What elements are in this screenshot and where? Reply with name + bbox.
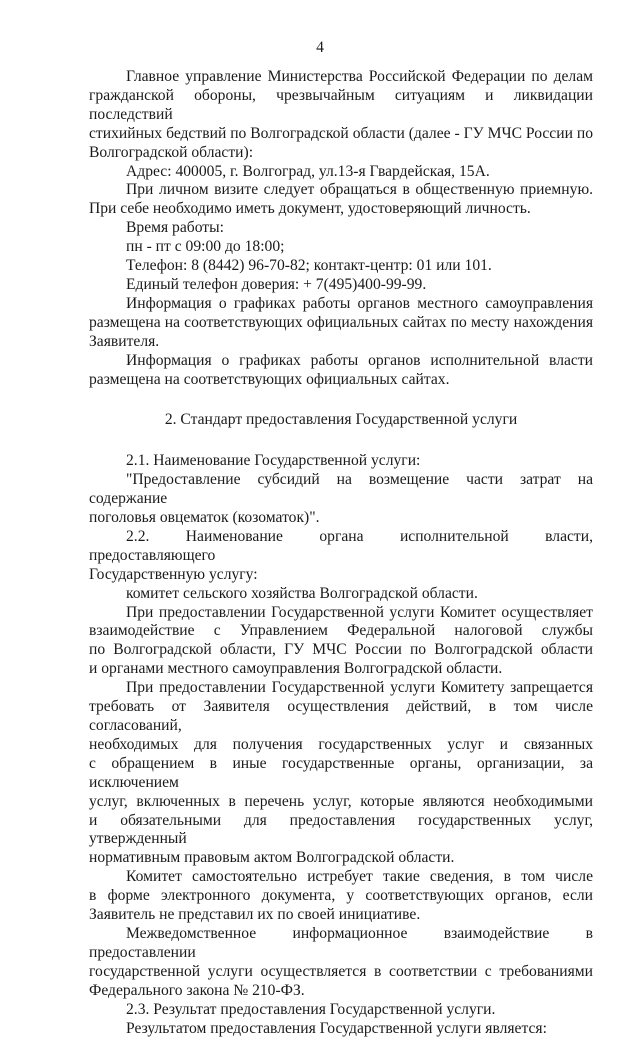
text-line: Комитет самостоятельно истребует такие сведения, в том числе — [89, 868, 593, 887]
text-line: Межведомственное информационное взаимодействие в предоставлении — [89, 925, 593, 963]
text-line: размещена на соответствующих официальных сайтах. — [89, 371, 593, 390]
ministry-paragraph — [89, 68, 593, 163]
text-line: стихийных бедствий по Волгоградской области (далее - ГУ МЧС России по — [89, 125, 593, 144]
text-line: Заявителя. — [89, 333, 593, 352]
result-intro: Результатом предоставления Государственной услуги является: — [89, 1020, 593, 1038]
text-line: и органами местного самоуправления Волгоградской области. — [89, 660, 593, 679]
text-line: Заявитель не представил их по своей инициативе. — [89, 906, 593, 925]
text-line: требовать от Заявителя осуществления действий, в том числе согласований, — [89, 698, 593, 736]
executive-authorities-info — [89, 352, 593, 390]
authority-name: комитет сельского хозяйства Волгоградской области. — [89, 585, 593, 604]
text-line: Информация о графиках работы органов местного самоуправления — [89, 295, 593, 314]
text-line: с обращением в иные государственные органы, организации, за исключением — [89, 755, 593, 793]
text-line: При предоставлении Государственной услуги Комитет осуществляет — [89, 604, 593, 623]
text-line: в форме электронного документа, у соответствующих органов, если — [89, 887, 593, 906]
document-body — [89, 68, 593, 1038]
text-line: по Волгоградской области, ГУ МЧС России по Волгоградской области — [89, 641, 593, 660]
address-line: Адрес: 400005, г. Волгоград, ул.13-я Гвардейская, 15А. — [89, 163, 593, 182]
section-heading: 2. Стандарт предоставления Государственной услуги — [89, 411, 593, 430]
text-line: Федерального закона № 210-ФЗ. — [89, 982, 593, 1001]
text-line: гражданской обороны, чрезвычайным ситуациям и ликвидации последствий — [89, 87, 593, 125]
text-line: "Предоставление субсидий на возмещение части затрат на содержание — [89, 471, 593, 509]
text-line: нормативным правовым актом Волгоградской области. — [89, 849, 593, 868]
text-line: необходимых для получения государственных услуг и связанных — [89, 736, 593, 755]
self-request-paragraph — [89, 868, 593, 925]
phone-line: Телефон: 8 (8442) 96-70-82; контакт-центр: 01 или 101. — [89, 257, 593, 276]
prohibition-paragraph — [89, 679, 593, 868]
text-line: размещена на соответствующих официальных сайтах по месту нахождения — [89, 314, 593, 333]
text-line: При предоставлении Государственной услуги Комитету запрещается — [89, 679, 593, 698]
local-government-info — [89, 295, 593, 352]
text-line: При себе необходимо иметь документ, удостоверяющий личность. — [89, 200, 593, 219]
text-line: Волгоградской области): — [89, 144, 593, 163]
text-line: услуг, включенных в перечень услуг, которые являются необходимыми — [89, 793, 593, 812]
subsection-2-2-title — [89, 528, 593, 585]
page-number: 4 — [0, 39, 640, 58]
text-line: и обязательными для предоставления государственных услуг, утвержденный — [89, 812, 593, 850]
text-line: Главное управление Министерства Российской Федерации по делам — [89, 68, 593, 87]
text-line: 2.2. Наименование органа исполнительной власти, предоставляющего — [89, 528, 593, 566]
text-line: государственной услуги осуществляется в соответствии с требованиями — [89, 963, 593, 982]
subsection-2-1-title: 2.1. Наименование Государственной услуги: — [89, 452, 593, 471]
subsection-2-3-title: 2.3. Результат предоставления Государственной услуги. — [89, 1001, 593, 1020]
text-line: поголовья овцематок (козоматок)". — [89, 509, 593, 528]
hours-label: Время работы: — [89, 219, 593, 238]
text-line: При личном визите следует обращаться в общественную приемную. — [89, 181, 593, 200]
text-line: Государственную услугу: — [89, 566, 593, 585]
text-line: взаимодействие с Управлением Федеральной налоговой службы — [89, 622, 593, 641]
interagency-paragraph — [89, 925, 593, 1001]
interaction-paragraph — [89, 604, 593, 680]
visit-paragraph — [89, 181, 593, 219]
text-line: Информация о графиках работы органов исполнительной власти — [89, 352, 593, 371]
service-name — [89, 471, 593, 528]
hotline-line: Единый телефон доверия: + 7(495)400-99-99. — [89, 276, 593, 295]
hours-value: пн - пт с 09:00 до 18:00; — [89, 238, 593, 257]
